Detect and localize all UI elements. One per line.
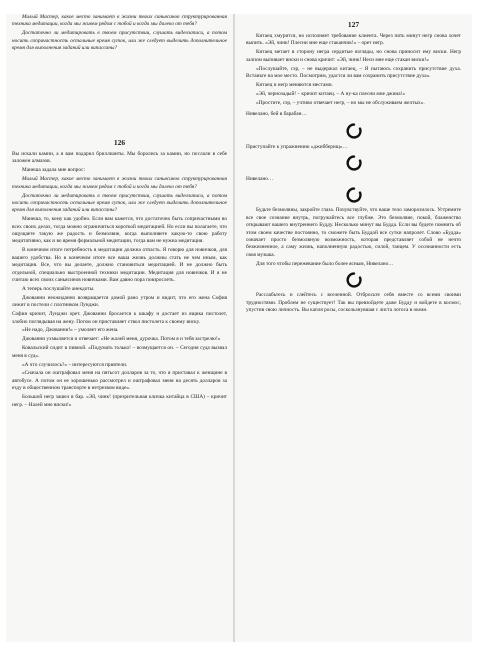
- right-body-paragraph: «Эй, чернозадый! – кричит китаец. – А ну-ка плесни мне джина!»: [256, 90, 406, 97]
- enso-icon: [346, 272, 362, 288]
- left-body-paragraph: София кричит, Лунджи орет. Джованни бросается к шкафу и достает из ящика пистолет, злобно поглядывая на жену. Потом он приставляет ствол пистолета к своему виску.: [12, 311, 227, 325]
- jibberish-label: Приступайте к упражнению «джибберищ»…: [246, 143, 348, 150]
- enso-mark-4: [246, 271, 461, 289]
- nivedano-label-2: Нивелано…: [246, 175, 274, 182]
- right-body-paragraph: «Послушайте, сэр, – не выдержал китаец, – Я пытаюсь сохранить присутствие духа. Встаньте на мое место. Посмотрим, удастся ли вам сохранить присутствие духа».: [246, 65, 461, 80]
- right-body-paragraph: Китаец метает в сторону негра сердитые взгляды, но снова приносит ему виски. Негр залпом выпивает виски и снова кричит: «Эй, чинк! Неси мне еще стакан виски!»: [246, 49, 461, 63]
- right-page: [246, 18, 461, 646]
- enso-icon: [346, 187, 362, 203]
- enso-mark-3: [246, 186, 461, 204]
- left-body-paragraph: Манеша, то, кому как удобно. Если вам кажется, что достаточно быть сопричастными во всех своих делах, тогда можно ограничиться короткой медитацией. Но если вы полагаете, что ощущаете такую же радость и безмолвие, когда выполняете какую-то свою работу медитативно, как и во время формальной медитации, тогда вам не нужна медитация.: [12, 216, 227, 245]
- enso-icon: [346, 123, 362, 139]
- left-body-paragraph: Большой негр зашел в бар. «Эй, чинк! (презрительная кличка китайца в США) – кричит негр. – Налей мне виски!»: [12, 394, 227, 408]
- left-top-line-2: Достаточно ли медитировать в твоем присутствии, слушать видеозаписи, а потом носить сопричастность остальные время суток, или же следует выделить дополнительное время для выполнения заданий или випассаны?: [12, 30, 227, 52]
- right-page-body: [246, 33, 461, 107]
- left-body-paragraph: Манеша задала мне вопрос:: [22, 167, 85, 174]
- left-body-paragraph: Достаточно ли медитировать в твоем присутствии, слушать видеозаписи, а потом носить сопричастность остальные время суток, или же следует выделить дополнительное время для выполнения заданий или випассаны?: [12, 192, 227, 214]
- left-page-number: 126: [113, 138, 126, 147]
- left-page-body: [12, 151, 227, 409]
- right-body-paragraph: «Простите, сэр, – учтиво отвечает негр, – но мы не обслуживаем желтых».: [256, 99, 425, 106]
- left-body-paragraph: Ковальский сидит в пивной. «Подумать только! – возмущается он. – Сегодня суда вызвал меня в суд».: [12, 345, 227, 359]
- right-body-paragraph: Китаец хмурится, но исполняет требование клиента. Через пять минут негр снова хочет выпить. «Эй, чинк! Плесни мне еще стаканчик!» – орет негр.: [246, 33, 461, 47]
- left-body-paragraph: Вы искали камни, а я вам подарил бриллианты. Мы боролись за камни, но послали в себе заложен алмазов.: [12, 151, 227, 165]
- left-body-paragraph: «Не надо, Джованни!» – умоляет его жена.: [22, 327, 119, 334]
- enso-mark-2: [246, 154, 461, 172]
- meditation-closing: Для того чтобы пережевание было более ясным, Нивелано…: [256, 260, 394, 267]
- meditation-paragraph: Будьте безмолвны, закройте глаза. Почувствуйте, что ваше тело заморозилось. Устремите все свое сознание внутрь, погружайтесь все глубже. Это безмолвие, покой, блаженство открывают вашего внутреннего Будду. Несколько минут вы Будда. Если вы будете помнить об этом своем качестве постоянно, то сможете быть Буддой все сутки напролет. Слово «Будда» означает просто безмолвную возможность, которая представляет собой не нечто безжизненное, а саму жизнь, наполненную радостью, силой, танцем. У осознанности есть своя музыка.: [246, 207, 461, 258]
- left-page: [12, 14, 227, 642]
- enso-mark-1: [246, 122, 461, 140]
- left-body-paragraph: В конечном итоге потребность в медитации должна отпасть. Я говорю для новичков, для вашего удобства. Но в конечном итоге все ваша жизнь должны стать не чем иным, как медитация. Все, что вы делаете, должно становиться медитацией. И не должно быть отдельной, специально выстроенной техники медитации. Медитация для новичков. И я не считаю всех своих саньясинов новичками. Вам давно пора повзрослеть.: [12, 247, 227, 283]
- left-body-paragraph: Джованни неожиданно возвращается домой рано утром и видит, что его жена София лежит в постели с плотником Лунджи.: [12, 294, 227, 309]
- left-body-paragraph: Джованни ухмыляется и отвечает: «Не жалей меня, дурочка. Потом я и тебя застрелю!»: [22, 336, 221, 343]
- nivedano-label-1: Нивелано, бей в барабан…: [246, 111, 307, 118]
- right-body-paragraph: Китаец и негр меняются местами.: [256, 81, 333, 88]
- left-top-line-1: Милый Мастер, какое место занимает в жизни твоих саньясинов структурированная техника медитации, когда мы живем рядом с тобой и когда мы далеко от тебя?: [12, 14, 227, 28]
- left-page-top-fragment: [12, 14, 227, 136]
- left-body-paragraph: Милый Мастер, какое место занимает в жизни твоих саньясинов структурированная техника медитации, когда мы живем рядом с тобой и когда мы далеко от тебя?: [12, 176, 227, 190]
- left-body-paragraph: «Сначала он оштрафовал меня на пятьсот долларов за то, что я приставал к женщине в автобусе. А потом он ее хорошенько рассмотрел и оштрафовал меня на десять долларов за езду в общественном транспорте в нетрезвом виде».: [12, 370, 227, 392]
- left-body-paragraph: А теперь послушайте анекдоты.: [22, 285, 95, 292]
- left-body-paragraph: «А что случилось?» – интересуются приятели.: [22, 361, 128, 368]
- book-gutter: [233, 14, 235, 642]
- enso-icon: [346, 155, 362, 171]
- relax-paragraph: Расслабьтесь и слейтесь с вселенной. Отбросьте себя вместе со всеми своими трудностями. Проблем не существует! Так вы превзойдете даже Будду и войдете в космос, упустив свою личность. Вы капля росы, соскользнувшая с листа лотоса в океан.: [246, 292, 461, 313]
- right-page-number: 127: [347, 20, 360, 29]
